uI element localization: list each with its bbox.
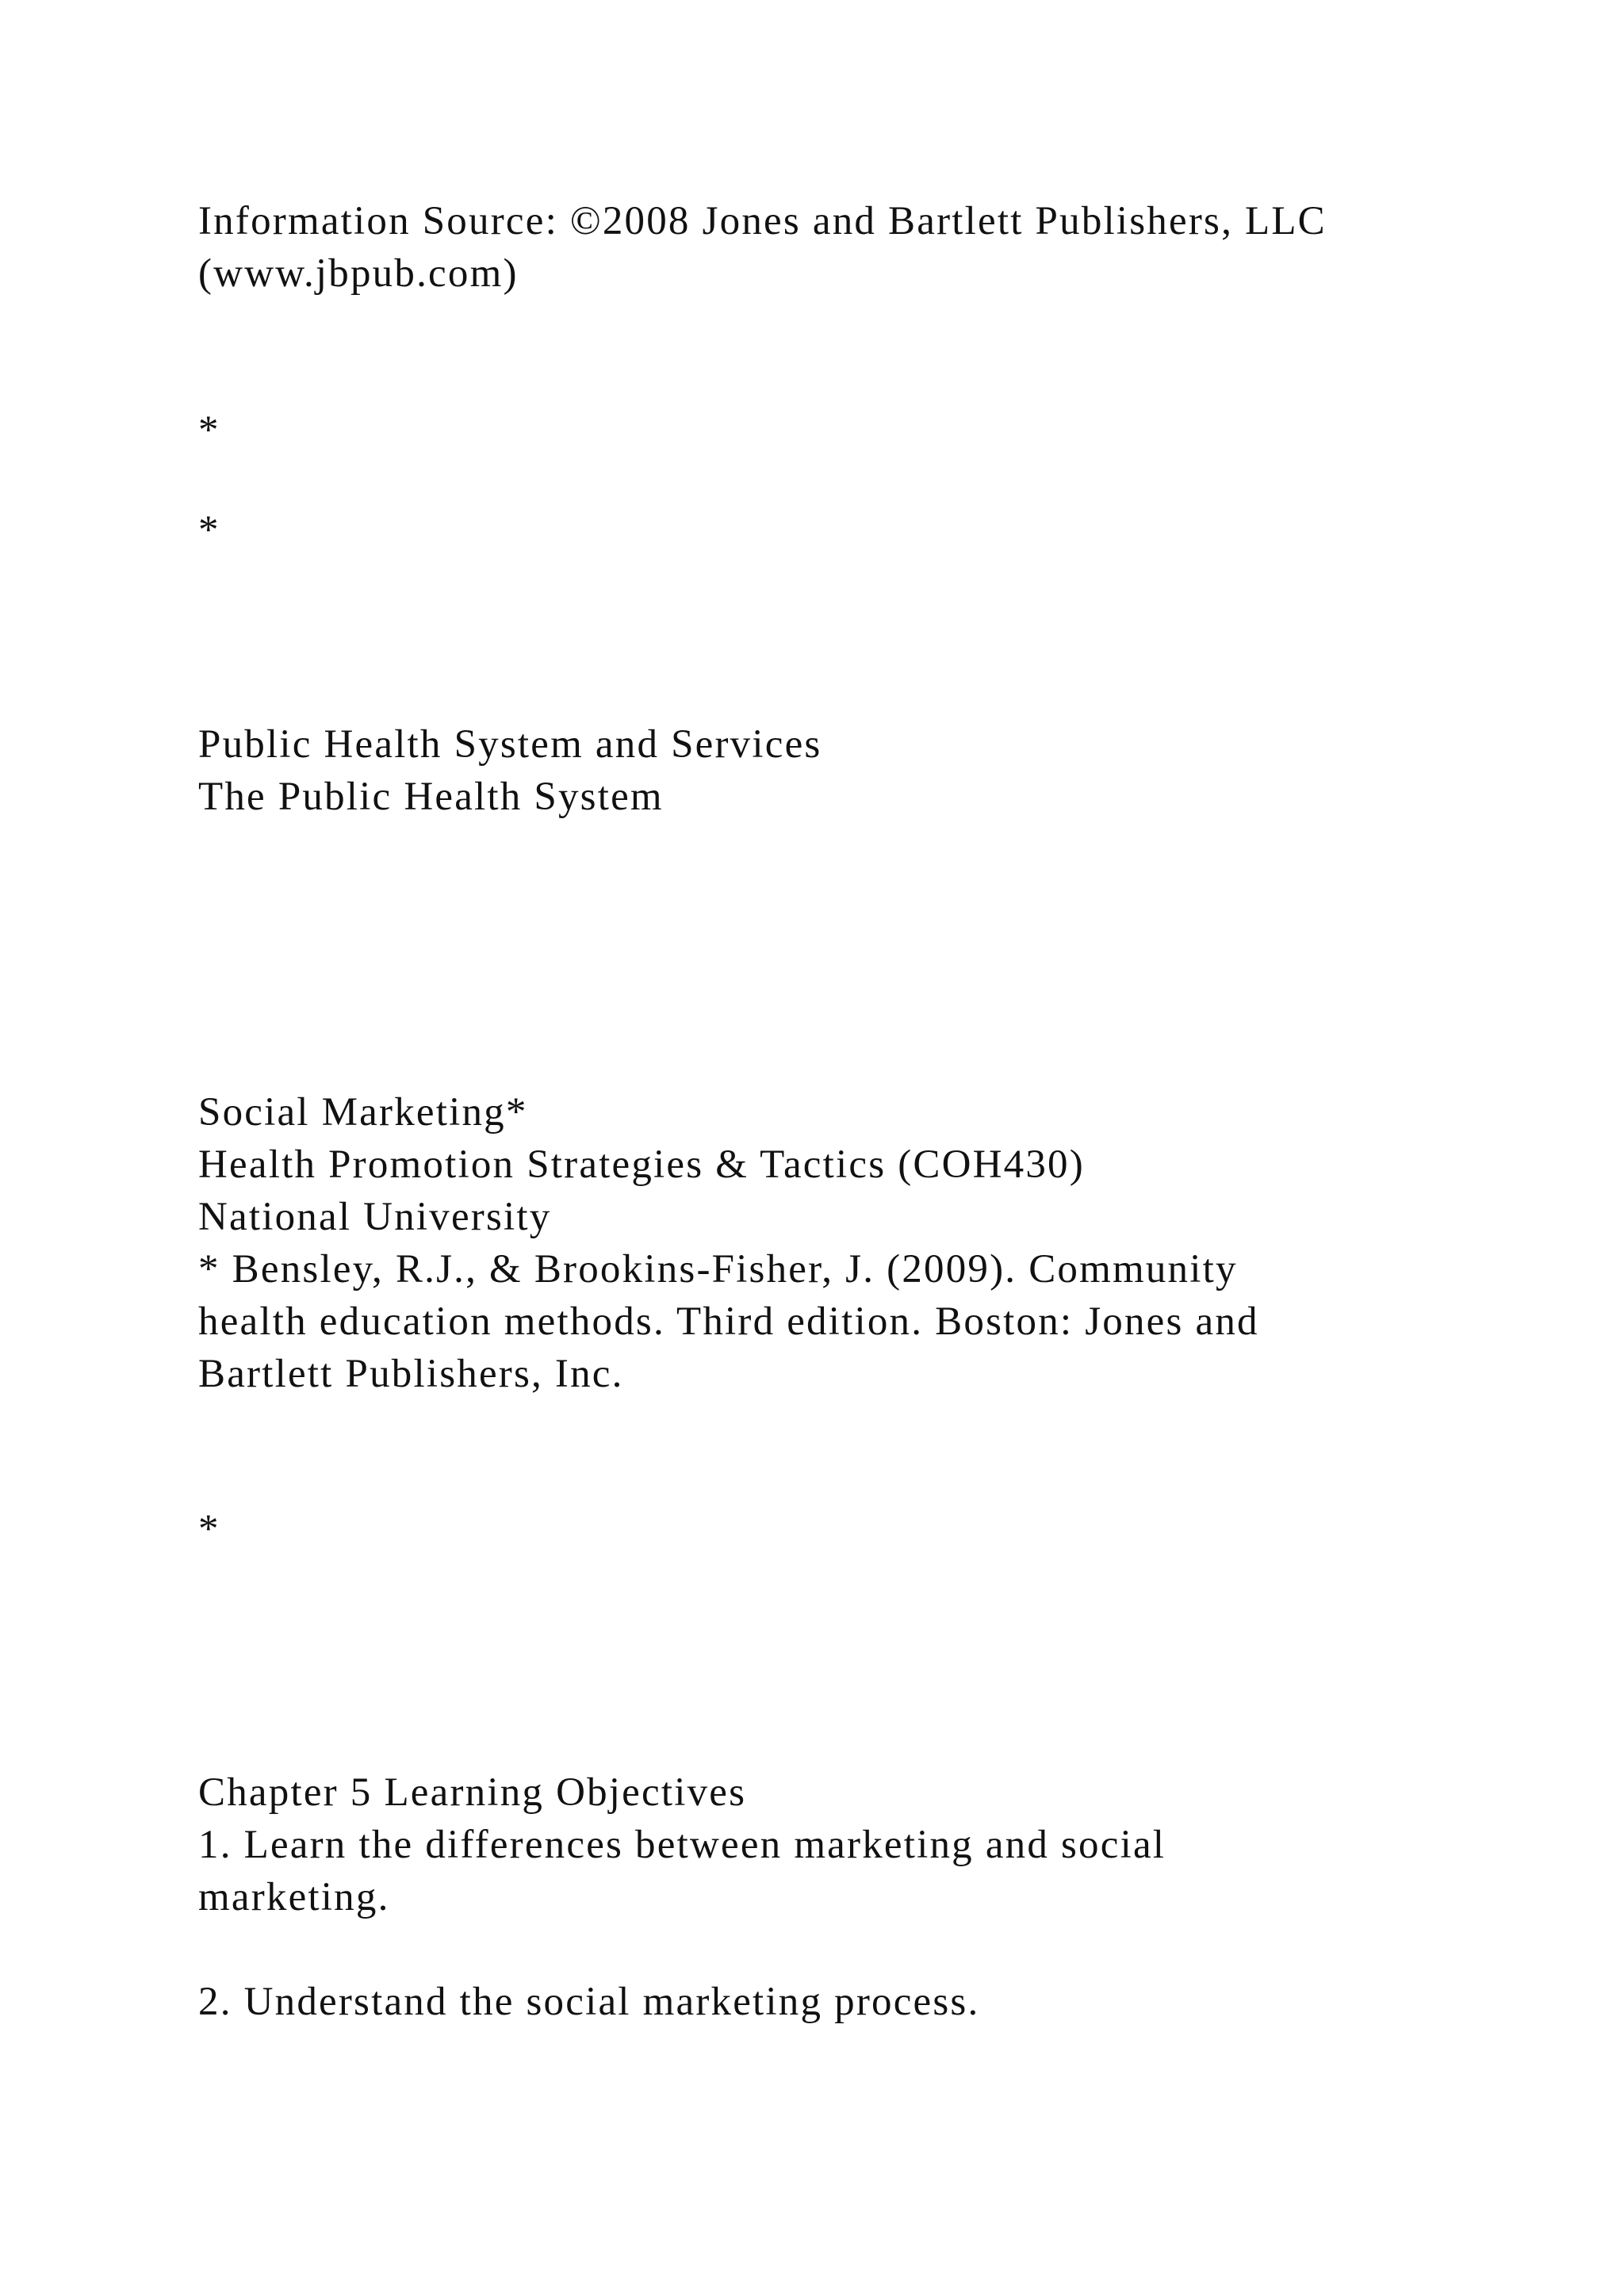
asterisk-separator: *: [198, 508, 220, 553]
reference-line-3: Bartlett Publishers, Inc.: [198, 1352, 624, 1396]
source-citation-line-2: (www.jbpub.com): [198, 251, 519, 296]
objective-item-1-line-1: 1. Learn the differences between marketing and social: [198, 1823, 1166, 1867]
source-citation-line-1: Information Source: ©2008 Jones and Bartlett Publishers, LLC: [198, 199, 1327, 243]
reference-line-2: health education methods. Third edition. Boston: Jones and: [198, 1299, 1259, 1344]
section-title: Public Health System and Services: [198, 722, 822, 767]
asterisk-separator: *: [198, 408, 220, 453]
institution-name: National University: [198, 1195, 552, 1239]
reference-line-1: * Bensley, R.J., & Brookins-Fisher, J. (2009). Community: [198, 1247, 1238, 1292]
objective-item-1-line-2: marketing.: [198, 1875, 390, 1919]
slide-title: Social Marketing*: [198, 1090, 528, 1135]
objectives-heading: Chapter 5 Learning Objectives: [198, 1770, 747, 1815]
course-name: Health Promotion Strategies & Tactics (COH430): [198, 1142, 1085, 1187]
objective-item-2: 2. Understand the social marketing process.: [198, 1980, 980, 2024]
section-subtitle: The Public Health System: [198, 775, 664, 819]
asterisk-separator: *: [198, 1507, 220, 1552]
